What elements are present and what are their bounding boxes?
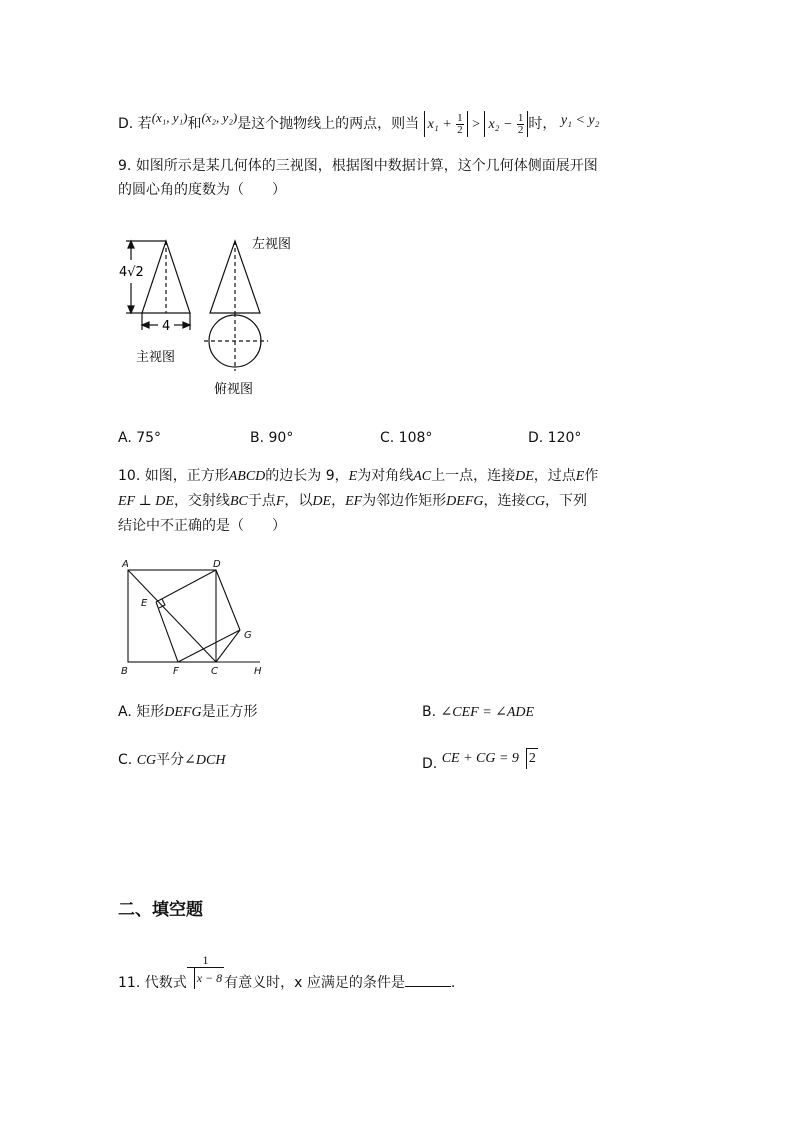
label-a: A bbox=[122, 559, 129, 570]
q10-option-b: B. ∠CEF = ∠ADE bbox=[422, 704, 535, 720]
q8d-point2: (x₂, y₂) bbox=[201, 110, 238, 125]
q8-option-d bbox=[118, 111, 599, 137]
base-label: 4 bbox=[162, 319, 171, 334]
section-title: 二、填空题 bbox=[118, 900, 203, 920]
q9-number: 9. bbox=[118, 158, 132, 174]
q9-text-line1: 如图所示是某几何体的三视图，根据图中数据计算，这个几何体侧面展开图 bbox=[135, 158, 598, 174]
q9-text-line2: 的圆心角的度数为（ ） bbox=[118, 182, 286, 198]
q8d-abs2: x₂ − $\frac{1}{2}$ bbox=[484, 111, 528, 137]
label-e: E bbox=[141, 598, 148, 609]
left-view-label: 左视图 bbox=[252, 237, 292, 252]
q9-three-view-figure bbox=[116, 228, 316, 403]
top-view-label: 俯视图 bbox=[214, 382, 254, 397]
q8d-mid: 是这个抛物线上的两点，则当 bbox=[237, 116, 420, 132]
q11-answer-blank[interactable] bbox=[405, 974, 451, 987]
label-h: H bbox=[254, 666, 262, 677]
front-view-label: 主视图 bbox=[136, 350, 176, 365]
q8d-abs1: x₁ + $\frac{1}{2}$ bbox=[424, 111, 468, 137]
q11-line: 11. 代数式 $\frac{1}{x - 8}$有意义时，x 应满足的条件是 . bbox=[118, 953, 456, 991]
q9-option-d: D. 120° bbox=[528, 430, 582, 446]
q10-option-c: C. CG平分∠DCH bbox=[118, 752, 226, 768]
q8d-point1: (x₁, y₁) bbox=[151, 110, 188, 125]
q8d-result: y₁ < y₂ bbox=[560, 113, 600, 128]
label-c: C bbox=[211, 666, 218, 677]
q9-option-a: A. 75° bbox=[118, 430, 162, 446]
q8d-gt: > bbox=[472, 117, 480, 132]
q9-line1 bbox=[118, 156, 598, 176]
q9-option-b: B. 90° bbox=[250, 430, 294, 446]
q9-line2 bbox=[118, 180, 286, 200]
label-f: F bbox=[173, 666, 179, 677]
label-g: G bbox=[244, 630, 252, 641]
label-b: B bbox=[121, 666, 128, 677]
q10-option-d: D. CE + CG = 9 2 bbox=[422, 748, 538, 769]
q10-line1: 10. 如图，正方形ABCD的边长为 9，E为对角线AC上一点，连接DE，过点E作 bbox=[118, 468, 599, 484]
q10-option-a: A. 矩形DEFG是正方形 bbox=[118, 704, 258, 720]
top-view bbox=[204, 313, 268, 371]
q10-line3: 结论中不正确的是（ ） bbox=[118, 518, 286, 534]
q8d-prefix: D. 若 bbox=[118, 116, 152, 132]
q8d-suffix: 时， bbox=[528, 116, 557, 132]
q10-line2: EF ⊥ DE，交射线BC于点F，以DE，EF为邻边作矩形DEFG，连接CG，下列 bbox=[118, 493, 587, 509]
q9-option-c: C. 108° bbox=[380, 430, 433, 446]
q11-expression: $\frac{1}{x - 8}$ bbox=[187, 953, 224, 989]
q8d-and: 和 bbox=[187, 116, 202, 132]
label-d: D bbox=[213, 559, 221, 570]
front-view bbox=[126, 241, 190, 330]
height-label: 4√2 bbox=[119, 265, 144, 280]
q10-square-figure bbox=[116, 556, 276, 681]
